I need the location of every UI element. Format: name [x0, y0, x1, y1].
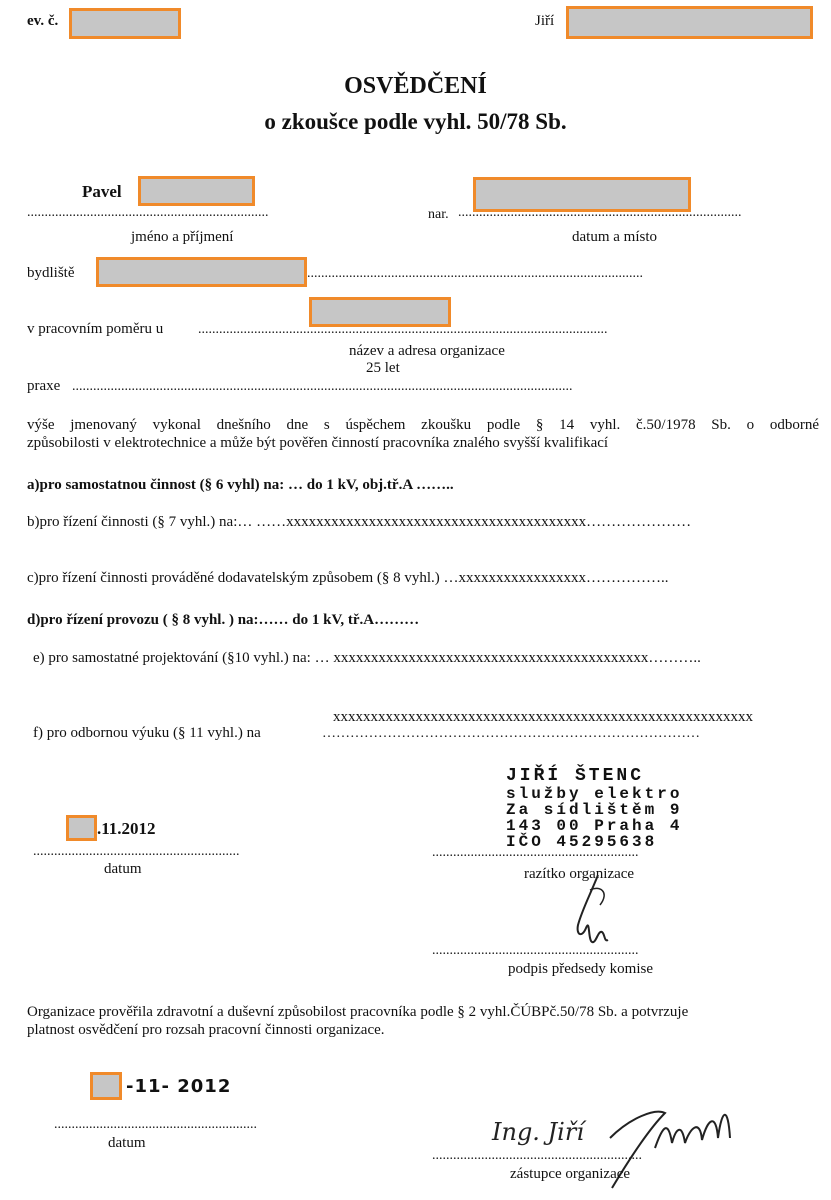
stamp-company-name: JIŘÍ ŠTENC: [506, 766, 645, 786]
statement-line-1: výše jmenovaný vykonal dnešního dne s úspěchem zkoušku podle § 14 vyhl. č.50/1978 Sb. o odborné: [27, 417, 819, 433]
surname-redaction: [138, 176, 255, 206]
employment-dotted-line: .....................................................................................................................: [198, 322, 608, 337]
representative-signature-text: Ing. Jiří: [492, 1118, 585, 1146]
residence-redaction: [96, 257, 307, 287]
birth-label: nar.: [428, 207, 449, 222]
residence-label: bydliště: [27, 265, 75, 281]
representative-dotted-line: ............................................................: [432, 1148, 642, 1163]
birth-dotted-line: .................................................................................: [458, 205, 742, 220]
item-f-label: f) pro odbornou výuku (§ 11 vyhl.) na: [33, 725, 261, 741]
health-line-2: platnost osvědčení pro rozsah pracovní činnosti organizace.: [27, 1022, 385, 1038]
footer-date-dotted-line: ..........................................................: [54, 1117, 257, 1132]
birth-caption: datum a místo: [572, 229, 657, 245]
health-line-1: Organizace prověřila zdravotní a duševní způsobilost pracovníka podle § 2 vyhl.ČÚBPč.50/78 Sb. a potvrzuje: [27, 1004, 689, 1020]
footer-day-redaction: [90, 1072, 122, 1100]
first-name: Pavel: [82, 182, 122, 201]
signature-caption: podpis předsedy komise: [508, 961, 653, 977]
date-day-redaction: [66, 815, 97, 841]
signature-dotted-line: ...........................................................: [432, 943, 639, 958]
residence-dotted-line: ................................................................................................: [307, 266, 643, 281]
ev-number-redaction: [69, 8, 181, 39]
date-caption: datum: [104, 861, 142, 877]
item-a: a)pro samostatnou činnost (§ 6 vyhl) na: … do 1 kV, obj.tř.A ……..: [27, 477, 454, 493]
item-f-dotted-line: ………………………………………………………………………: [322, 726, 700, 741]
document-subtitle: o zkoušce podle vyhl. 50/78 Sb.: [264, 109, 567, 134]
item-c: c)pro řízení činnosti prováděné dodavatelským způsobem (§ 8 vyhl.) …xxxxxxxxxxxxxxxxx……………..: [27, 570, 669, 586]
practice-label: praxe: [27, 378, 61, 394]
stamp-line-2: služby elektro: [506, 785, 683, 803]
employment-caption: název a adresa organizace: [349, 343, 505, 359]
footer-date-caption: datum: [108, 1135, 146, 1151]
stamp-line-5: IČO 45295638: [506, 833, 658, 851]
representative-caption: zástupce organizace: [510, 1166, 631, 1182]
date-dotted-line: ...........................................................: [33, 844, 240, 859]
exam-date: .11.2012: [97, 819, 156, 838]
practice-value: 25 let: [366, 360, 400, 376]
item-d: d)pro řízení provozu ( § 8 vyhl. ) na:…… do 1 kV, tř.A………: [27, 612, 420, 628]
name-dotted-line: .....................................................................: [27, 205, 269, 220]
item-f-value: xxxxxxxxxxxxxxxxxxxxxxxxxxxxxxxxxxxxxxxxxxxxxxxxxxxxxxxx: [333, 709, 753, 725]
employment-label: v pracovním poměru u: [27, 321, 164, 337]
ev-label: ev. č.: [27, 13, 59, 29]
footer-date: -11- 2012: [126, 1076, 232, 1097]
header-name-label: Jiří: [535, 13, 555, 29]
practice-dotted-line: ...............................................................................................................................................: [72, 379, 573, 394]
statement-line-2: způsobilosti v elektrotechnice a může být pověřen činností pracovníka znalého svyšší kvalifikací: [27, 435, 609, 451]
name-caption: jméno a příjmení: [131, 229, 234, 245]
stamp-line-3: Za sídlištěm 9: [506, 801, 683, 819]
document-title: OSVĚDČENÍ: [344, 73, 487, 99]
item-b: b)pro řízení činnosti (§ 7 vyhl.) na:… ……xxxxxxxxxxxxxxxxxxxxxxxxxxxxxxxxxxxxxxxx…………………: [27, 514, 692, 530]
stamp-line-4: 143 00 Praha 4: [506, 817, 683, 835]
stamp-caption: razítko organizace: [524, 866, 635, 882]
item-e: e) pro samostatné projektování (§10 vyhl.) na: … xxxxxxxxxxxxxxxxxxxxxxxxxxxxxxxxxxxxxxxxxx………..: [33, 650, 701, 666]
stamp-dotted-line: ...........................................................: [432, 845, 639, 860]
header-name-redaction: [566, 6, 813, 39]
